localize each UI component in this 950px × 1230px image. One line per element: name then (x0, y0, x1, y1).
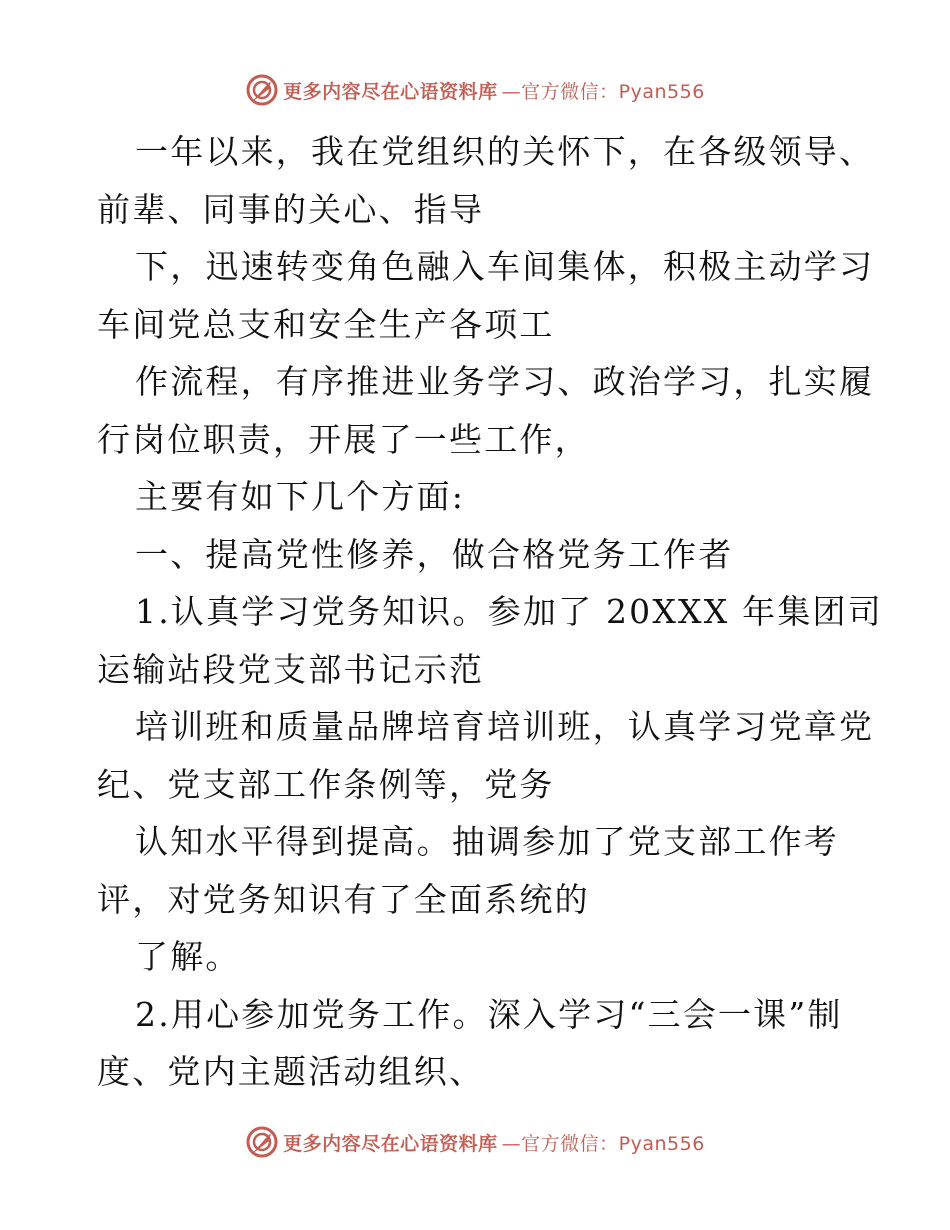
body-line: 一年以来，我在党组织的关怀下，在各级领导、 (135, 132, 875, 171)
body-line: 前辈、同事的关心、指导 (97, 189, 485, 229)
banner-main-text: 更多内容尽在心语资料库 (283, 80, 498, 103)
footer-banner (0, 1124, 950, 1160)
section-heading: 一、提高党性修养，做合格党务工作者 (135, 534, 734, 574)
body-line: 作流程，有序推进业务学习、政治学习，扎实履 (135, 362, 875, 401)
document-body (97, 123, 887, 1101)
body-line: 1.认真学习党务知识。参加了 20XXX 年集团司 (135, 592, 883, 631)
body-line: 评，对党务知识有了全面系统的 (97, 879, 590, 919)
banner-sub-text: —官方微信：Pyan556 (501, 80, 705, 103)
body-line: 纪、党支部工作条例等，党务 (97, 764, 555, 804)
header-banner (0, 72, 950, 108)
body-line: 主要有如下几个方面: (135, 477, 466, 516)
body-line: 运输站段党支部书记示范 (97, 649, 485, 689)
body-line: 了解。 (135, 937, 241, 976)
body-line: 2.用心参加党务工作。深入学习“三会一课”制 (135, 994, 843, 1034)
banner-sub-text: —官方微信：Pyan556 (501, 1132, 705, 1155)
banner-main-text: 更多内容尽在心语资料库 (283, 1132, 498, 1155)
body-line: 认知水平得到提高。抽调参加了党支部工作考 (135, 822, 839, 861)
body-line: 下，迅速转变角色融入车间集体，积极主动学习 (135, 247, 875, 286)
body-line: 培训班和质量品牌培育培训班，认真学习党章党 (135, 707, 875, 746)
body-line: 度、党内主题活动组织、 (97, 1052, 485, 1091)
quill-logo-icon (245, 73, 279, 107)
body-line: 行岗位职责，开展了一些工作， (97, 419, 590, 459)
body-line: 车间党总支和安全生产各项工 (97, 304, 555, 344)
quill-logo-icon (245, 1125, 279, 1159)
